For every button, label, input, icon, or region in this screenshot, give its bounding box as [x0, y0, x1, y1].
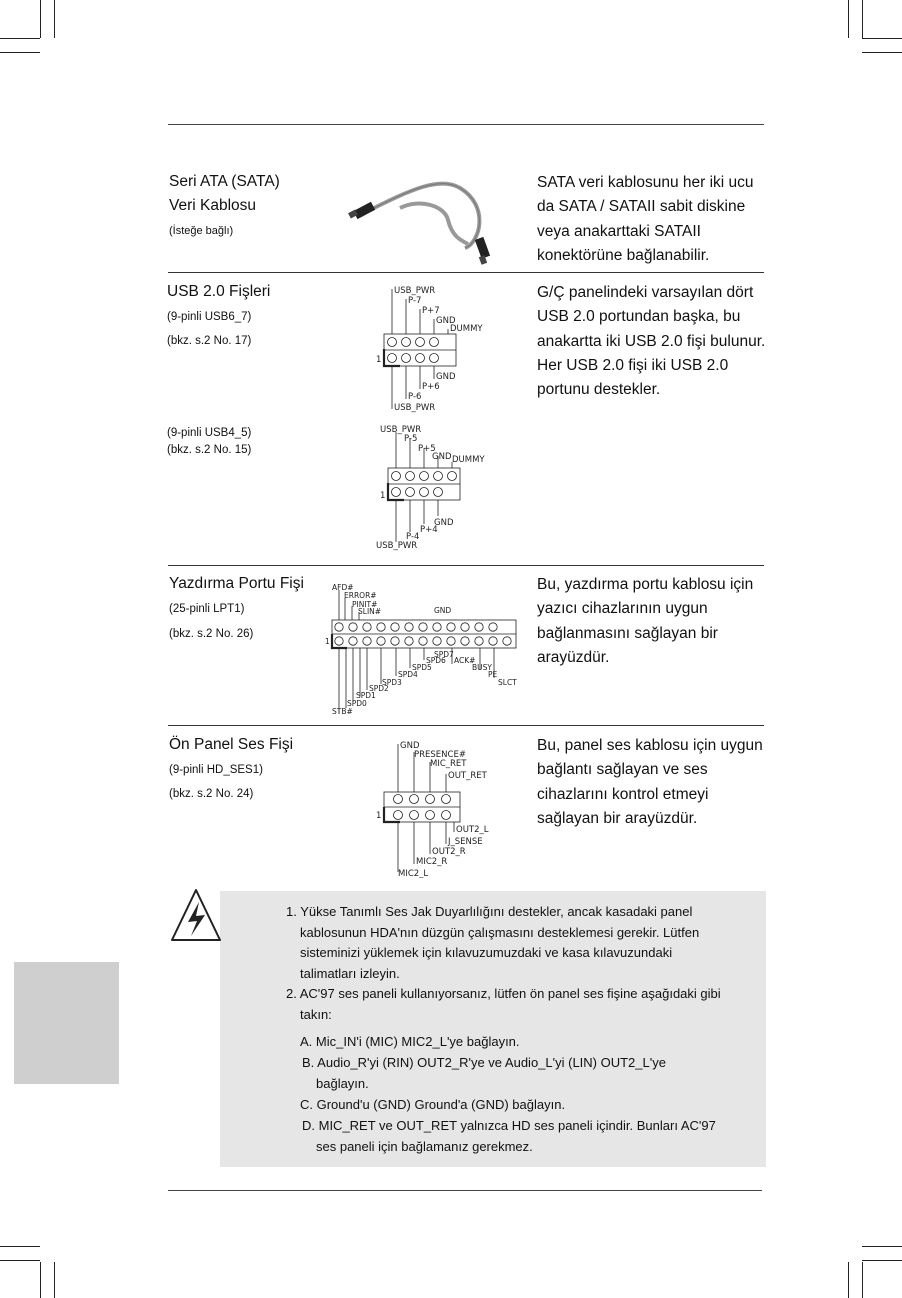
- pin-label: SPD3: [382, 678, 402, 687]
- sata-desc-2: da SATA / SATAII sabit diskine: [537, 198, 746, 216]
- crop-mark: [40, 0, 41, 38]
- pin-label: GND: [432, 452, 452, 462]
- pin-label: SPD0: [347, 699, 367, 708]
- pin-label: P+7: [422, 306, 440, 316]
- section-divider: [168, 565, 764, 566]
- usb-header2-pins: (9-pinli USB4_5): [167, 427, 252, 439]
- note-line: kablosunun HDA'nın düzgün çalışmasını desteklemesi gerekir. Lütfen: [300, 924, 700, 940]
- pin-label: GND: [434, 606, 452, 615]
- warning-lightning-icon: [170, 888, 222, 944]
- pin-label: P-4: [406, 532, 420, 542]
- pin-label: OUT_RET: [448, 771, 487, 781]
- crop-mark: [862, 1246, 902, 1247]
- lpt1-pin-diagram: [322, 580, 522, 720]
- crop-mark: [862, 38, 902, 39]
- usb-desc-3: anakartta iki USB 2.0 fişi bulunur.: [537, 332, 766, 350]
- crop-mark: [40, 1262, 41, 1298]
- pin-label: OUT2_R: [432, 847, 466, 857]
- note-line: takın:: [300, 1007, 332, 1022]
- usb-desc-1: G/Ç panelindeki varsayılan dört: [537, 284, 754, 301]
- note-line: 1. Yükse Tanımlı Ses Jak Duyarlılığını destekler, ancak kasadaki panel: [286, 904, 693, 919]
- pin-label: USB_PWR: [376, 541, 418, 551]
- pin-label: PRESENCE#: [414, 750, 466, 760]
- pin-label: P+6: [422, 382, 440, 392]
- language-tab: [14, 962, 119, 1084]
- lpt-ref: (bkz. s.2 No. 26): [169, 628, 254, 640]
- sata-optional: (İsteğe bağlı): [169, 225, 234, 237]
- pin-label: SLIN#: [358, 607, 382, 616]
- crop-mark: [54, 0, 55, 38]
- lpt-desc-2: yazıcı cihazlarının uygun: [537, 600, 708, 618]
- usb-header2-ref: (bkz. s.2 No. 15): [167, 444, 252, 456]
- pin-label: BUSY: [472, 663, 492, 672]
- crop-mark: [862, 0, 863, 38]
- crop-mark: [0, 38, 40, 39]
- pin-label: P-7: [408, 296, 422, 306]
- pin-label: P+4: [420, 525, 438, 535]
- pin-label: STB#: [332, 707, 353, 716]
- pin-label: 1: [380, 491, 386, 501]
- pin-label: SPD1: [356, 691, 376, 700]
- pin-label: ERROR#: [344, 591, 377, 600]
- note-line: ses paneli için bağlamanız gerekmez.: [316, 1139, 533, 1154]
- pin-label: SPD7: [434, 650, 454, 659]
- section-divider: [168, 272, 764, 273]
- note-line: B. Audio_R'yi (RIN) OUT2_R'ye ve Audio_L'yi (LIN) OUT2_L'ye: [302, 1055, 666, 1070]
- pin-label: SPD5: [412, 663, 432, 672]
- pin-label: MIC2_R: [416, 857, 448, 867]
- pin-label: SLCT: [498, 678, 517, 687]
- note-line: bağlayın.: [316, 1076, 369, 1091]
- usb-header1-ref: (bkz. s.2 No. 17): [167, 335, 252, 347]
- crop-mark: [862, 52, 902, 53]
- lpt-pins: (25-pinli LPT1): [169, 603, 245, 615]
- usb4-5-pin-diagram: [372, 422, 502, 552]
- pin-label: P-5: [404, 434, 418, 444]
- audio-pins: (9-pinli HD_SES1): [169, 764, 263, 776]
- usb-desc-4: Her USB 2.0 fişi iki USB 2.0: [537, 356, 729, 374]
- sata-title-1: Seri ATA (SATA): [169, 173, 280, 190]
- lpt-desc-3: bağlanmasını sağlayan bir: [537, 624, 718, 642]
- audio-desc-3: cihazlarını kontrol etmeyi: [537, 785, 709, 803]
- crop-mark: [0, 1260, 40, 1261]
- note-line: A. Mic_IN'i (MIC) MIC2_L'ye bağlayın.: [300, 1034, 520, 1049]
- crop-mark: [848, 1262, 849, 1298]
- pin-label: PE: [488, 670, 498, 679]
- usb-desc-5: portunu destekler.: [537, 381, 661, 399]
- note-line: C. Ground'u (GND) Ground'a (GND) bağlayın.: [300, 1097, 566, 1112]
- lpt-title: Yazdırma Portu Fişi: [169, 575, 304, 592]
- pin-label: 1: [325, 637, 330, 646]
- audio-desc-4: sağlayan bir arayüzdür.: [537, 809, 698, 827]
- section-divider: [168, 725, 764, 726]
- pin-label: J_SENSE: [448, 837, 483, 847]
- pin-label: 1: [376, 811, 382, 821]
- pin-label: GND: [400, 741, 420, 751]
- pin-label: GND: [436, 372, 456, 382]
- pin-label: GND: [434, 518, 454, 528]
- usb6-7-pin-diagram: [368, 284, 498, 414]
- lpt-desc-1: Bu, yazdırma portu kablosu için: [537, 576, 754, 593]
- crop-mark: [0, 52, 40, 53]
- pin-label: MIC_RET: [430, 759, 467, 769]
- usb-title: USB 2.0 Fişleri: [167, 283, 271, 300]
- sata-cable-image: [340, 178, 510, 268]
- header-rule: [168, 124, 764, 125]
- crop-mark: [862, 1262, 863, 1298]
- note-line: D. MIC_RET ve OUT_RET yalnızca HD ses paneli içindir. Bunları AC'97: [302, 1118, 716, 1133]
- sata-title-2: Veri Kablosu: [169, 197, 257, 214]
- sata-desc-1: SATA veri kablosunu her iki ucu: [537, 174, 754, 191]
- audio-desc-1: Bu, panel ses kablosu için uygun: [537, 737, 763, 754]
- pin-label: SPD2: [369, 684, 389, 693]
- pin-label: 1: [376, 355, 382, 365]
- pin-label: SPD6: [426, 656, 446, 665]
- pin-label: P-6: [408, 392, 422, 402]
- pin-label: DUMMY: [452, 455, 485, 465]
- sata-desc-4: konektörüne bağlanabilir.: [537, 246, 710, 264]
- footer-rule: [168, 1190, 762, 1191]
- pin-label: OUT2_L: [456, 825, 489, 835]
- pin-label: MIC2_L: [398, 869, 429, 878]
- usb-desc-2: USB 2.0 portundan başka, bu: [537, 308, 741, 326]
- pin-label: GND: [436, 316, 456, 326]
- note-line: sisteminizi yüklemek için kılavuzumuzdaki ve kasa kılavuzundaki: [300, 945, 673, 961]
- crop-mark: [848, 0, 849, 38]
- audio-ref: (bkz. s.2 No. 24): [169, 788, 254, 800]
- crop-mark: [862, 1260, 902, 1261]
- note-line: 2. AC'97 ses paneli kullanıyorsanız, lütfen ön panel ses fişine aşağıdaki gibi: [286, 986, 721, 1002]
- pin-label: PINIT#: [352, 600, 378, 609]
- audio-title: Ön Panel Ses Fişi: [169, 736, 294, 753]
- crop-mark: [54, 1262, 55, 1298]
- hd-audio-pin-diagram: [368, 738, 498, 878]
- pin-label: USB_PWR: [380, 425, 422, 435]
- lpt-desc-4: arayüzdür.: [537, 648, 610, 666]
- pin-label: USB_PWR: [394, 403, 436, 413]
- audio-desc-2: bağlantı sağlayan ve ses: [537, 761, 708, 779]
- pin-label: DUMMY: [450, 324, 483, 334]
- pin-label: USB_PWR: [394, 286, 436, 296]
- pin-label: AFD#: [332, 583, 354, 592]
- usb-header1-pins: (9-pinli USB6_7): [167, 311, 252, 323]
- pin-label: SPD4: [398, 670, 418, 679]
- sata-desc-3: veya anakarttaki SATAII: [537, 222, 701, 240]
- pin-label: P+5: [418, 444, 436, 454]
- crop-mark: [0, 1246, 40, 1247]
- note-line: talimatları izleyin.: [300, 965, 400, 981]
- pin-label: ACK#: [454, 656, 476, 665]
